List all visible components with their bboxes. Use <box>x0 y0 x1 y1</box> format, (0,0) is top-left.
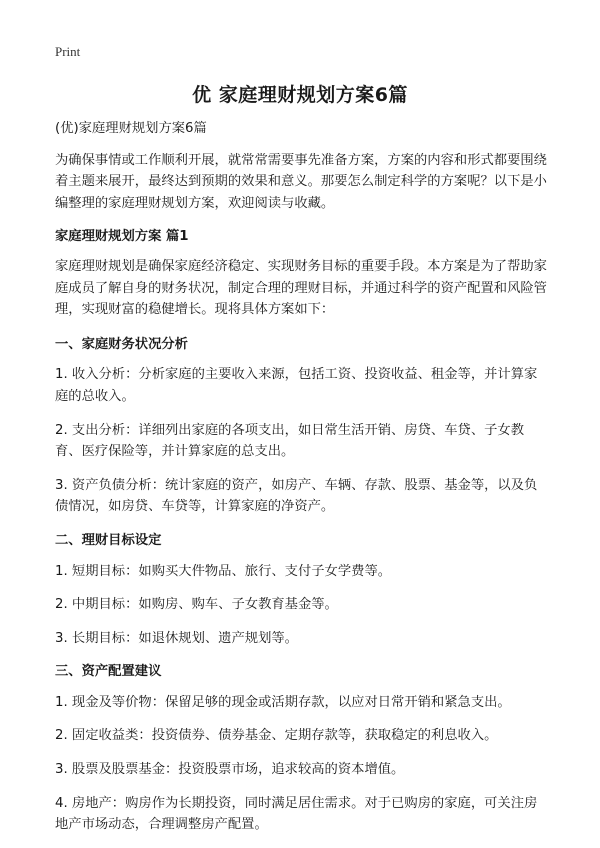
article-heading: 家庭理财规划方案 篇1 <box>55 229 189 245</box>
list-item: 2. 支出分析：详细列出家庭的各项支出，如日常生活开销、房贷、车贷、子女教育、医疗保险等，并计算家庭的总支出。 <box>55 422 525 460</box>
list-item: 3. 长期目标：如退休规划、遗产规划等。 <box>55 630 298 646</box>
list-item: 4. 房地产：购房作为长期投资，同时满足居住需求。对于已购房的家庭，可关注房地产市场动态，合理调整房产配置。 <box>55 795 538 833</box>
section-heading-asset-allocation: 三、资产配置建议 <box>55 664 162 680</box>
section-heading-financial-analysis: 一、家庭财务状况分析 <box>55 336 188 352</box>
list-item: 2. 固定收益类：投资债券、债券基金、定期存款等，获取稳定的利息收入。 <box>55 728 498 744</box>
page-title: 优 家庭理财规划方案6篇 <box>192 84 408 106</box>
document-subtitle: (优)家庭理财规划方案6篇 <box>55 121 207 136</box>
list-item: 3. 资产负债分析：统计家庭的资产，如房产、车辆、存款、股票、基金等，以及负债情况，如房贷、车贷等，计算家庭的净资产。 <box>55 477 538 515</box>
article-intro-paragraph: 家庭理财规划是确保家庭经济稳定、实现财务目标的重要手段。本方案是为了帮助家庭成员了解自身的财务状况，制定合理的理财目标，并通过科学的资产配置和风险管理，实现财富的稳健增长。现将具体方案如下： <box>55 258 547 318</box>
list-item: 3. 股票及股票基金：投资股票市场，追求较高的资本增值。 <box>55 762 405 778</box>
intro-paragraph: 为确保事情或工作顺利开展，就常常需要事先准备方案，方案的内容和形式都要围绕着主题来展开，最终达到预期的效果和意义。那要怎么制定科学的方案呢？以下是小编整理的家庭理财规划方案，欢迎阅读与收藏。 <box>55 152 547 211</box>
list-item: 2. 中期目标：如购房、购车、子女教育基金等。 <box>55 597 338 613</box>
list-item: 1. 短期目标：如购买大件物品、旅行、支付子女学费等。 <box>55 563 392 579</box>
list-item: 1. 现金及等价物：保留足够的现金或活期存款，以应对日常开销和紧急支出。 <box>55 694 511 710</box>
document-body <box>55 118 547 848</box>
section-heading-goal-setting: 二、理财目标设定 <box>55 532 162 548</box>
list-item: 1. 收入分析：分析家庭的主要收入来源，包括工资、投资收益、租金等，并计算家庭的总收入。 <box>55 367 538 404</box>
print-label: Print <box>55 44 81 59</box>
